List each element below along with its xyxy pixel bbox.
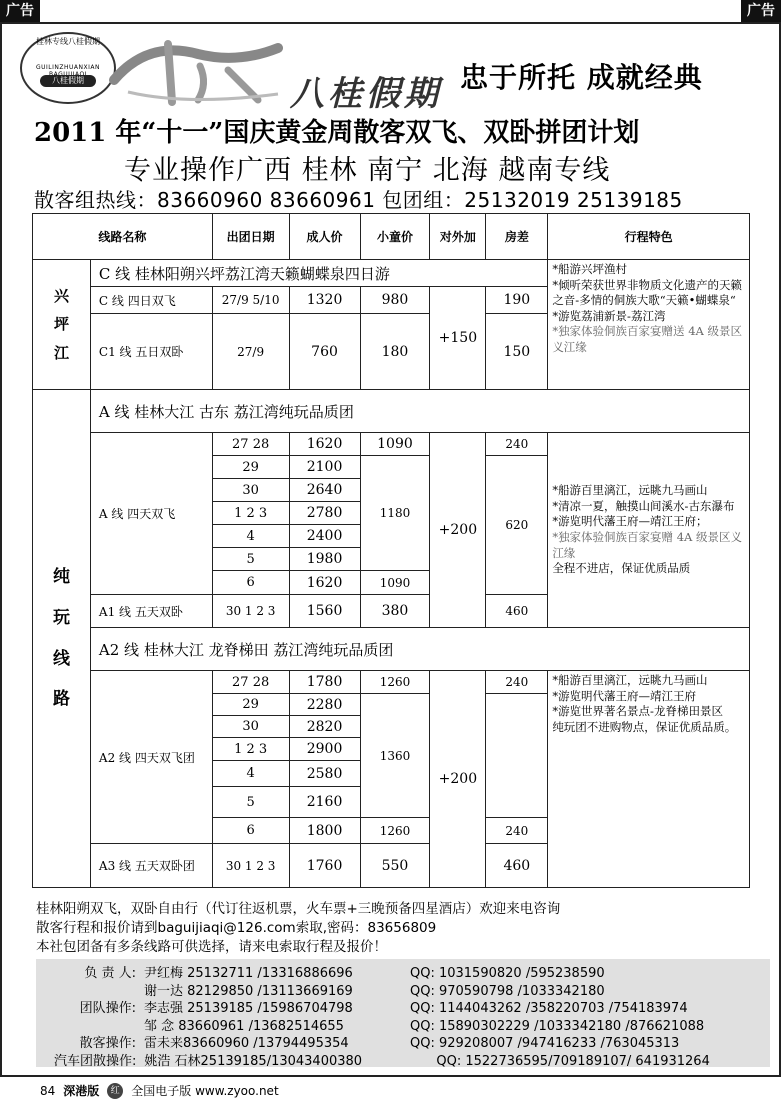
table-row: 4 2400 <box>33 525 750 548</box>
ad-tag-left: 广告 <box>0 0 40 22</box>
table-row: 4 2580 <box>33 761 750 787</box>
header-date: 出团日期 <box>212 214 289 260</box>
header-adult: 成人价 <box>289 214 360 260</box>
ad-tag-right: 广告 <box>741 0 781 22</box>
table-header-row <box>33 214 750 260</box>
region-xingping: 兴 坪 江 <box>33 260 91 390</box>
contact-row: 负 责 人: 尹红梅 25132711 /13316886696 QQ: 1031590820 /595238590 <box>84 966 605 981</box>
table-row: 6 1800 1260 240 <box>33 818 750 844</box>
seal-mark: 八桂假期 <box>40 75 96 87</box>
brush-logo-icon <box>108 36 288 108</box>
header-child: 小童价 <box>360 214 430 260</box>
table-row: A1 线 五天双卧 30 1 2 3 1560 380 460 <box>33 595 750 628</box>
line-header-a2: A2 线 桂林大江 龙脊梯田 荔江湾纯玩品质团 <box>90 628 749 671</box>
line-header-c: C 线 桂林阳朔兴坪荔江湾天籁蝴蝶泉四日游 <box>90 260 547 287</box>
table-row: 6 1620 1090 <box>33 571 750 595</box>
line-header-a: A 线 桂林大江 古东 荔江湾纯玩品质团 <box>90 390 749 433</box>
header-room: 房差 <box>486 214 548 260</box>
hotline: 散客组热线：83660960 83660961 包团组：25132019 25139185 <box>34 188 683 212</box>
contact-row: 团队操作: 李志强 25139185 /15986704798 QQ: 1144043262 /358220703 /754183974 <box>79 1001 688 1016</box>
table-row: 1 2 3 2780 <box>33 502 750 525</box>
table-row: 5 2160 <box>33 787 750 818</box>
table-row: A 线 四天双飞 27 28 1620 1090 +200 240 *船游百里漓江，远眺九马画山 *清凉一夏，触摸山间溪水-古东瀑布 *游览明代藩王府—靖江王府； *独家体验侗族百家宴赠 4A 级景区义江缘 全程不进店，保证优质品质 <box>33 433 750 456</box>
table-row <box>33 260 750 287</box>
table-row: C1 线 五日双卧 27/9 760 180 150 <box>33 314 750 390</box>
header-features: 行程特色 <box>548 214 750 260</box>
contact-row: 谢一达 82129850 /13113669169 QQ: 970590798 /1033342180 <box>144 983 605 999</box>
note-line: 本社包团备有多条线路可供选择，请来电索取行程及报价！ <box>36 939 387 955</box>
red-badge-icon: 红 <box>107 1083 123 1099</box>
table-row: 29 2280 1360 <box>33 694 750 716</box>
contact-row: 散客操作: 雷未来83660960 /13794495354 QQ: 929208007 /947416233 /763045313 <box>79 1036 680 1051</box>
table-row: 30 2640 <box>33 479 750 502</box>
region-chunwan: 纯 玩 线 路 <box>33 390 91 888</box>
route-table <box>32 213 750 888</box>
table-row: C 线 四日双飞 27/9 5/10 1320 980 +150 190 <box>33 287 750 314</box>
slogan: 忠于所托 成就经典 <box>460 61 703 94</box>
notes <box>36 900 560 957</box>
table-row <box>33 628 750 671</box>
table-row <box>33 390 750 433</box>
table-row: A3 线 五天双卧团 30 1 2 3 1760 550 460 <box>33 844 750 888</box>
seal-top-text: 桂林专线八桂假期 <box>36 37 100 46</box>
contact-box <box>36 959 770 1067</box>
subtitle: 专业操作广西 桂林 南宁 北海 越南专线 <box>124 155 611 186</box>
features-a2: *船游百里漓江，远眺九马画山 *游览明代藩王府—靖江王府 *游览世界著名景点-龙脊梯田景区 纯玩团不进购物点，保证优质品质。 <box>548 671 750 888</box>
contact-row: 汽车团散操作: 姚浩 石林25139185/13043400380 QQ: 1522736595/709189107/ 641931264 <box>54 1053 710 1069</box>
features-c: *船游兴坪渔村 *倾听荣获世界非物质文化遗产的天籁之音-多情的侗族大歌“天籁•蝴蝶泉“ *游览荔浦新景-荔江湾 *独家体验侗族百家宴赠送 4A 级景区义江缘 <box>548 260 750 390</box>
table-row: 5 1980 <box>33 548 750 571</box>
seal-latin-text: GUILINZHUANXIAN <box>36 64 100 71</box>
header-extra: 对外加 <box>430 214 486 260</box>
edition-label: 深港版 <box>63 1084 100 1098</box>
table-row: 30 2820 <box>33 716 750 738</box>
brand-name: 八桂假期 <box>290 74 442 114</box>
table-row: 1 2 3 2900 <box>33 738 750 761</box>
page-number: 84 <box>40 1083 56 1098</box>
site-link[interactable]: 全国电子版 www.zyoo.net <box>131 1084 279 1098</box>
table-row: 29 2100 1180 620 <box>33 456 750 479</box>
note-line: 散客行程和报价请到baguijiaqi@126.com索取,密码：83656809 <box>36 920 437 936</box>
page-title: 2011 年“十一”国庆黄金周散客双飞、双卧拼团计划 <box>34 118 640 148</box>
table-row: A2 线 四天双飞团 27 28 1780 1260 +200 240 *船游百里漓江，远眺九马画山 *游览明代藩王府—靖江王府 *游览世界著名景点-龙脊梯田景区 纯玩团不进购物点，保证优质品质。 <box>33 671 750 694</box>
features-a: *船游百里漓江，远眺九马画山 *清凉一夏，触摸山间溪水-古东瀑布 *游览明代藩王府—靖江王府； *独家体验侗族百家宴赠 4A 级景区义江缘 全程不进店，保证优质品质 <box>548 433 750 628</box>
note-line: 桂林阳朔双飞，双卧自由行（代订往返机票，火车票+三晚预备四星酒店）欢迎来电咨询 <box>36 901 561 917</box>
footer <box>40 1082 279 1099</box>
contact-row: 邹 念 83660961 /13682514655 QQ: 15890302229 /1033342180 /876621088 <box>144 1018 705 1034</box>
header-route: 线路名称 <box>33 214 213 260</box>
